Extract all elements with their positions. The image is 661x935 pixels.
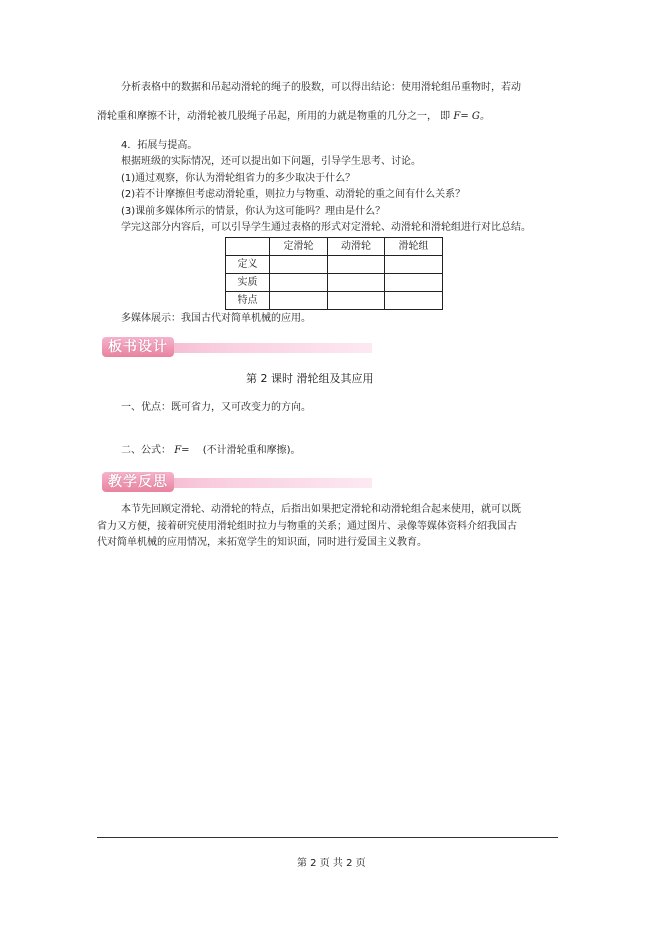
reflection-line: 省力又方便，接着研究使用滑轮组时拉力与物重的关系；通过图片、录像等媒体资料介绍我国古 [97,521,517,532]
formula: F= [174,445,190,456]
table-row-label: 定义 [226,256,270,274]
comparison-table [225,237,443,310]
table-cell [328,274,385,292]
lesson-point-1: 一、优点：既可省力，又可改变力的方向。 [121,402,311,413]
page-footer: 第 2 页 共 2 页 [297,858,366,869]
table-header-cell: 定滑轮 [270,238,328,256]
footer-divider [97,837,558,838]
question-3: (3)课前多媒体所示的情景，你认为这可能吗？理由是什么？ [121,206,386,217]
question-1: (1)通过观察，你认为滑轮组省力的多少取决于什么？ [121,173,356,184]
table-header-row [226,238,443,256]
table-cell [385,256,443,274]
paragraph-line [97,110,490,124]
banner-label: 板书设计 [102,337,174,357]
formula: F= G。 [453,111,490,122]
paragraph-text: 滑轮重和摩擦不计，动滑轮被几股绳子吊起，所用的力就是物重的几分之一， 即 [97,111,451,122]
table-cell [385,292,443,310]
table-header-cell [226,238,270,256]
table-cell [328,292,385,310]
table-row [226,256,443,274]
section-banner-reflection [102,472,377,492]
question-2: (2)若不计摩擦但考虑动滑轮重，则拉力与物重、动滑轮的重之间有什么关系？ [121,189,466,200]
table-cell [270,274,328,292]
lesson-point-note: (不计滑轮重和摩擦)。 [202,445,301,456]
table-row-label: 实质 [226,274,270,292]
table-cell [328,256,385,274]
lesson-point-label: 二、公式： [121,445,171,456]
paragraph-line: 根据班级的实际情况，还可以提出如下问题，引导学生思考、讨论。 [121,156,421,167]
table-row [226,274,443,292]
lesson-title: 第 2 课时 滑轮组及其应用 [246,372,374,385]
section-banner-board-design [102,337,377,357]
section-item: 4．拓展与提高。 [121,140,198,151]
lesson-point-2 [121,444,301,458]
table-row-label: 特点 [226,292,270,310]
paragraph-line: 分析表格中的数据和吊起动滑轮的绳子的股数，可以得出结论：使用滑轮组吊重物时，若动 [121,82,521,93]
reflection-line: 本节先回顾定滑轮、动滑轮的特点，后指出如果把定滑轮和动滑轮组合起来使用，就可以既 [121,504,521,515]
table-header-cell: 滑轮组 [385,238,443,256]
table-cell [385,274,443,292]
reflection-line: 代对简单机械的应用情况，来拓宽学生的知识面，同时进行爱国主义教育。 [97,537,427,548]
paragraph-line: 学完这部分内容后，可以引导学生通过表格的形式对定滑轮、动滑轮和滑轮组进行对比总结。 [121,222,531,233]
table-header-cell: 动滑轮 [328,238,385,256]
paragraph-line: 多媒体展示：我国古代对简单机械的应用。 [121,313,311,324]
table-cell [270,256,328,274]
table-cell [270,292,328,310]
table-row [226,292,443,310]
banner-label: 教学反思 [102,472,174,492]
